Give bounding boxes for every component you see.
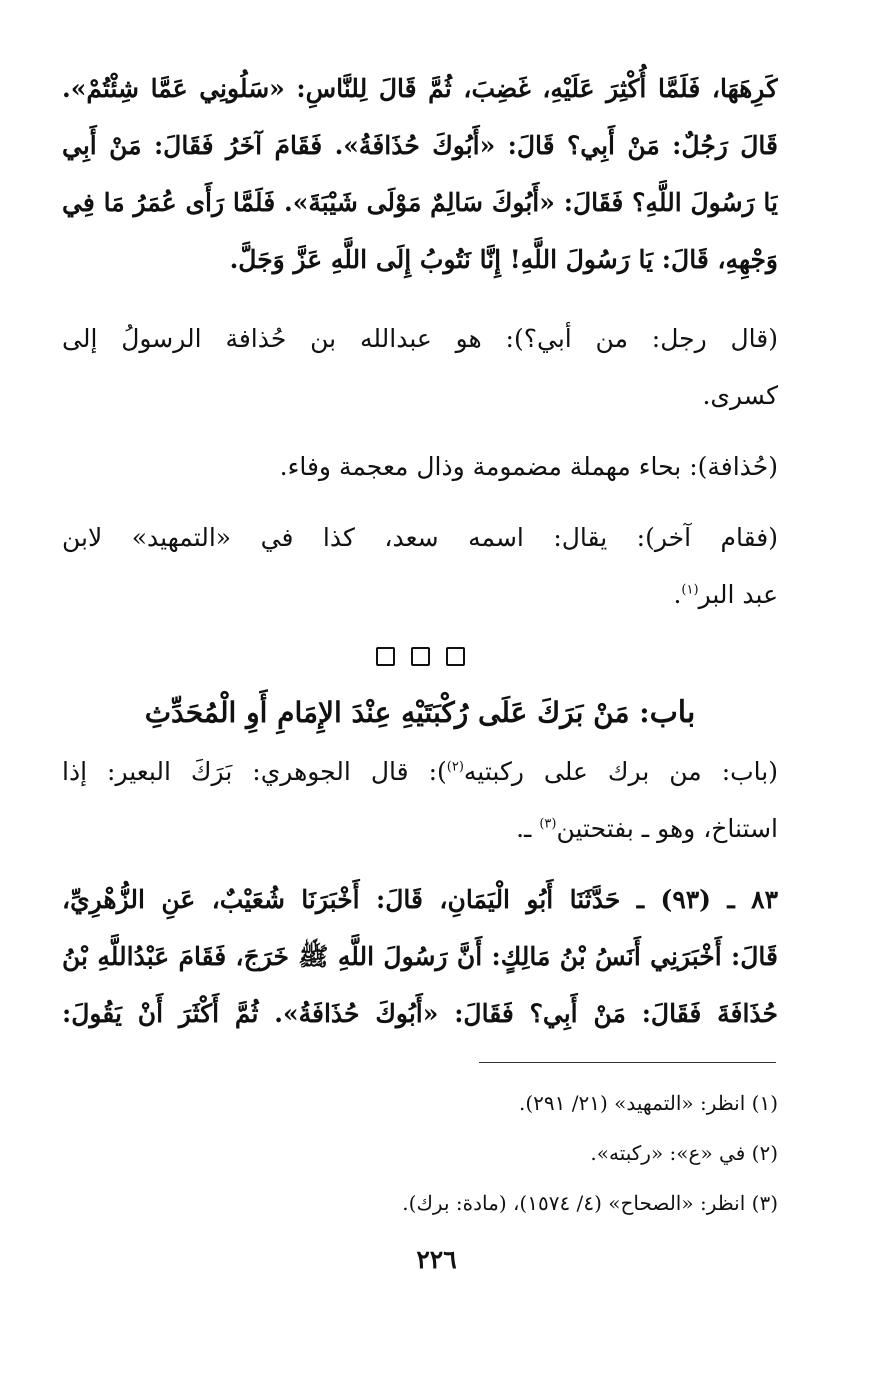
commentary-text: ـ.	[516, 814, 540, 843]
footnote-ref: (١)	[681, 582, 699, 598]
footnote: (٣) انظر: «الصحاح» (٤/ ١٥٧٤)، (مادة: برك).	[402, 1191, 778, 1215]
square-ornament-icon	[446, 647, 465, 666]
hadith-line: يَا رَسُولَ اللَّهِ؟ فَقَالَ: «أَبُوكَ سَالِمٌ مَوْلَى شَيْبَةَ». فَلَمَّا رَأَى عُمَرُ مَا فِي	[62, 188, 778, 217]
commentary-line: عبد البر$^{(١)}$.	[673, 580, 778, 609]
commentary-text: ): قال الجوهري: بَرَكَ البعير: إذا	[62, 757, 447, 786]
page-number: ٢٢٦	[416, 1245, 457, 1274]
footnotes	[62, 1078, 778, 1228]
footnote: (٢) في «ع»: «ركبته».	[590, 1141, 778, 1165]
footnote-divider	[479, 1062, 776, 1063]
hadith-line: قَالَ: أَخْبَرَنِي أَنَسُ بْنُ مَالِكٍ: أَنَّ رَسُولَ اللَّهِ ﷺ خَرَجَ، فَقَامَ عَبْدُاللَّهِ بْنُ	[62, 942, 778, 971]
square-ornament-icon	[376, 647, 395, 666]
hadith-line: كَرِهَهَا، فَلَمَّا أُكْثِرَ عَلَيْهِ، غَضِبَ، ثُمَّ قَالَ لِلنَّاسِ: «سَلُونِي عَمَّا شِئْتُمْ».	[62, 74, 778, 103]
footnote-ref: (٣)	[539, 816, 557, 832]
hadith-line: قَالَ رَجُلٌ: مَنْ أَبِي؟ قَالَ: «أَبُوكَ حُذَافَةُ». فَقَامَ آخَرُ فَقَالَ: مَنْ أَبِي	[62, 131, 778, 160]
chapter-heading	[62, 683, 778, 743]
hadith-line: وَجْهِهِ، قَالَ: يَا رَسُولَ اللَّهِ! إِنَّا نَتُوبُ إِلَى اللَّهِ عَزَّ وَجَلَّ.	[229, 245, 778, 274]
commentary-line	[62, 800, 778, 857]
section-separator	[62, 629, 778, 683]
commentary-text: (باب: من برك على ركبتيه	[463, 757, 778, 786]
main-text	[62, 60, 778, 1042]
square-ornament-icon	[411, 647, 430, 666]
footnote-ref: (٢)	[446, 759, 464, 775]
chapter-title: : مَنْ بَرَكَ عَلَى رُكْبَتَيْهِ عِنْدَ الإِمَامِ أَوِ الْمُحَدِّثِ	[144, 696, 650, 729]
chapter-label: باب	[649, 695, 696, 730]
commentary-line: (حُذافة): بحاء مهملة مضمومة وذال معجمة وفاء.	[279, 452, 778, 481]
hadith-line: حُذَافَةَ فَقَالَ: مَنْ أَبِي؟ فَقَالَ: «أَبُوكَ حُذَافَةُ». ثُمَّ أَكْثَرَ أَنْ يَقُولَ:	[62, 999, 778, 1028]
commentary-text: استناخ، وهو ـ بفتحتين	[556, 814, 778, 843]
commentary-line	[62, 743, 778, 800]
commentary-text: عبد البر	[698, 580, 778, 609]
commentary-line: (فقام آخر): يقال: اسمه سعد، كذا في «التمهيد» لابن	[62, 523, 778, 552]
commentary-line: كسرى.	[702, 381, 778, 410]
hadith-line: ٨٣ ـ (٩٣) ـ حَدَّثَنَا أَبُو الْيَمَانِ، قَالَ: أَخْبَرَنَا شُعَيْبٌ، عَنِ الزُّهْرِيِّ،	[62, 885, 778, 914]
commentary-line: (قال رجل: من أبي؟): هو عبدالله بن حُذافة الرسولُ إلى	[62, 324, 778, 353]
footnote: (١) انظر: «التمهيد» (٢١/ ٢٩١).	[518, 1091, 778, 1115]
